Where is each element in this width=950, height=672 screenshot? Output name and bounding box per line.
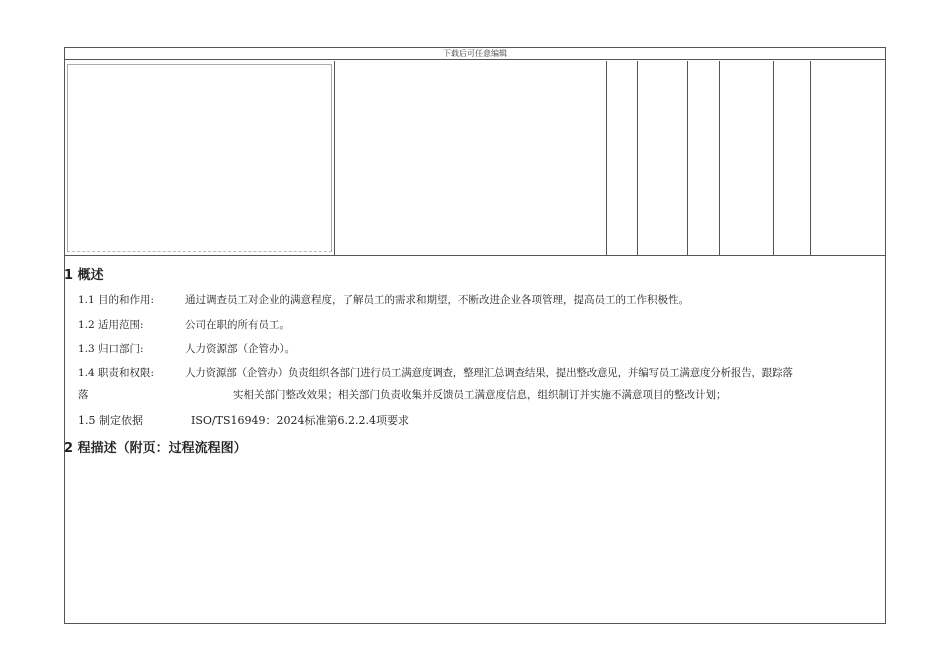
header-cell-1 [607, 61, 638, 255]
item-text: 通过调查员工对企业的满意程度，了解员工的需求和期望，不断改进企业各项管理，提高员工的工作积极性。 [185, 294, 689, 306]
section-1-title: 1 概述 [64, 268, 104, 283]
header-cell-6 [811, 61, 886, 255]
item-1-1 [78, 292, 689, 307]
item-1-3 [78, 341, 295, 356]
header-cell-logo [64, 61, 335, 255]
header-cell-2 [638, 61, 688, 255]
item-1-5 [78, 412, 409, 428]
header-table [64, 61, 886, 255]
header-cell-3 [688, 61, 720, 255]
item-text: ISO/TS16949：2024标准第6.2.2.4项要求 [191, 414, 409, 427]
item-1-4 [78, 365, 793, 380]
item-1-2 [78, 317, 290, 332]
item-text-continued: 实相关部门整改效果；相关部门负责收集并反馈员工满意度信息，组织制订并实施不满意项目的整改计划； [233, 389, 727, 401]
item-1-4-continued [78, 387, 727, 402]
item-text: 公司在职的所有员工。 [185, 319, 290, 331]
section-2-title: 2 程描述（附页：过程流程图） [64, 441, 247, 456]
header-cell-5 [774, 61, 811, 255]
item-label: 1.5 制定依据 [78, 414, 143, 427]
header-table-bottom-border [64, 255, 886, 256]
item-label: 1.2 适用范围: [78, 319, 144, 331]
item-text: 人力资源部（企管办）。 [185, 343, 296, 355]
item-wrap-prefix: 落 [78, 389, 89, 401]
header-cell-4 [720, 61, 774, 255]
header-note: 下载后可任意编辑 [64, 47, 886, 60]
item-label: 1.4 职责和权限: [78, 367, 155, 379]
item-text: 人力资源部（企管办）负责组织各部门进行员工满意度调查，整理汇总调查结果，提出整改意见，并编写员工满意度分析报告，跟踪落 [185, 367, 793, 379]
header-cell-title [335, 61, 607, 255]
item-label: 1.1 目的和作用: [78, 294, 155, 306]
logo-placeholder [67, 64, 332, 252]
item-label: 1.3 归口部门: [78, 343, 144, 355]
